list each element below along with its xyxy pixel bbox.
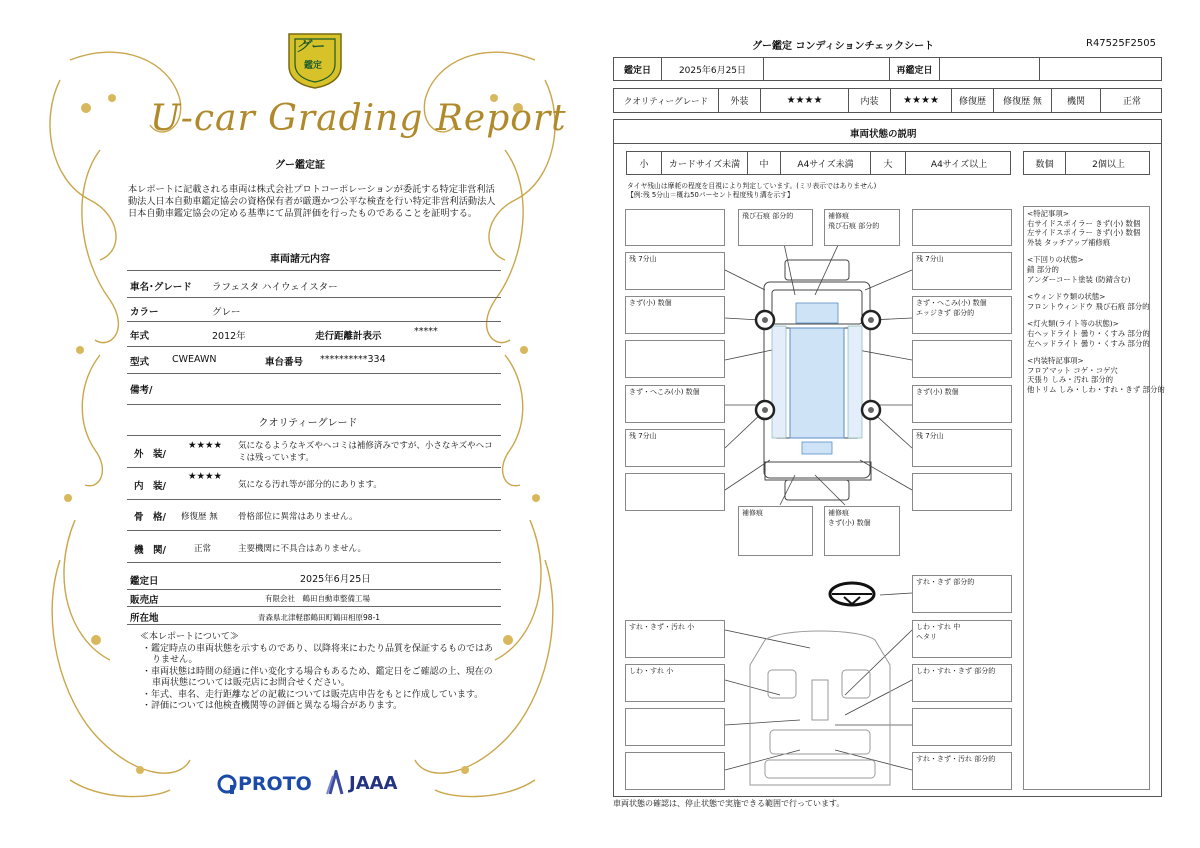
ext-stars: ★★★★	[761, 89, 849, 112]
damage-text: きず・へこみ(小) 数個	[916, 299, 987, 307]
serial-number: R47525F2505	[1086, 38, 1156, 49]
legend-small: 小	[627, 152, 662, 174]
annotation-line: 天張り しみ・汚れ 部分的	[1027, 375, 1113, 385]
shop-label: 販売店	[130, 595, 159, 606]
tire-note: タイヤ残山は摩耗の程度を目視により判定しています。(ミリ表示ではありません)	[627, 182, 877, 190]
divider	[127, 404, 501, 405]
frame-text: 骨格部位に異常はありません。	[238, 512, 358, 522]
interior-text: 気になる汚れ等が部分的にあります。	[238, 480, 382, 490]
engine-text: 主要機関に不具合はありません。	[238, 544, 367, 554]
divider	[127, 530, 501, 531]
interior-text: しわ・すれ・きず 部分的	[916, 667, 996, 675]
interior-text: ヘタリ	[916, 633, 937, 641]
empty-cell	[764, 58, 890, 80]
engine-value: 正常	[194, 544, 212, 554]
exterior-stars: ★★★★	[188, 440, 223, 451]
color-label: カラー	[130, 307, 159, 318]
model-value: CWEAWN	[172, 354, 217, 365]
damage-box-right-mid	[912, 340, 1012, 378]
interior-box-right-3	[912, 708, 1012, 746]
divider	[127, 499, 501, 500]
interior-stars: ★★★★	[188, 471, 223, 482]
proto-logo-icon	[216, 773, 238, 795]
badge-top-text: グー	[296, 39, 324, 55]
legend-large: 大	[871, 152, 906, 174]
interior-box-right-4	[912, 752, 1012, 790]
note-item: ・車両状態は時間の経過に伴い変化する場合もあるため、鑑定日をご確認の上、現在の車両状態については販売店にお問合せください。	[142, 666, 493, 688]
damage-text: きず・へこみ(小) 数個	[629, 388, 700, 396]
damage-box-bottom-center-1	[738, 506, 813, 556]
divider	[127, 606, 501, 607]
tire-box-rear-right	[912, 429, 1012, 467]
address-value: 青森県北津軽郡鶴田町鶴田相原98-1	[258, 613, 381, 622]
year-label: 年式	[130, 331, 150, 342]
damage-text: 補修痕	[828, 212, 849, 220]
annotation-group	[1027, 319, 1165, 348]
annotation-line: 右サイドスポイラー きず(小) 数個	[1027, 218, 1141, 228]
empty-cell	[1040, 58, 1163, 80]
interior-label: 内 装/	[134, 481, 166, 492]
engine-value: 正常	[1122, 97, 1141, 107]
annotation-group	[1027, 209, 1165, 247]
annotation-head: <灯火類(ライト等の状態)>	[1027, 319, 1119, 329]
repair-label: 修復歴	[952, 89, 994, 112]
interior-text: すれ・きず 部分的	[916, 578, 975, 586]
address-label: 所在地	[130, 613, 159, 624]
annotation-line: フロアマット コゲ・コゲ穴	[1027, 365, 1118, 375]
interior-box-left-3	[625, 708, 725, 746]
annotation-group	[1027, 292, 1165, 311]
remarks-label: 備考/	[130, 385, 153, 396]
jaaa-logo-icon	[326, 770, 346, 796]
damage-box-bottom-center-2	[824, 506, 900, 556]
legend-mid: 中	[748, 152, 781, 174]
damage-box-top-center-2	[824, 209, 900, 246]
shop-value: 有限会社 鶴田自動車整備工場	[265, 594, 370, 603]
car-name-label: 車名･グレード	[130, 282, 192, 293]
tire-text: 残 7分山	[629, 432, 657, 440]
annotation-group	[1027, 255, 1165, 284]
divider	[613, 143, 1162, 144]
damage-box-left-mid	[625, 340, 725, 378]
ext-label: 外装	[719, 89, 761, 112]
annotation-group	[1027, 356, 1165, 394]
interior-box-steering	[912, 575, 1012, 613]
tire-text: 残 7分山	[629, 255, 657, 263]
note-item: ・鑑定時点の車両状態を示すものであり、以降将来にわたり品質を保証するものではありません。	[142, 643, 494, 665]
sheet-footer: 車両状態の確認は、停止状態で実施できる範囲で行っています。	[613, 799, 845, 808]
frame-label: 骨 格/	[134, 512, 166, 523]
model-label: 型式	[130, 357, 150, 368]
count-legend	[1023, 151, 1150, 175]
annotation-line: 左ヘッドライト 曇り・くすみ 部分的	[1027, 338, 1150, 348]
year-value: 2012年	[212, 331, 246, 342]
annotation-line: 錆 部分的	[1027, 264, 1059, 274]
date-value: 2025年6月25日	[662, 58, 764, 80]
note-item: ・評価については他検査機関等の評価と異なる場合があります。	[142, 701, 403, 711]
divider	[127, 297, 501, 298]
annotation-line: 左サイドスポイラー きず(小) 数個	[1027, 228, 1141, 238]
jaaa-logo-text: JAAA	[349, 773, 398, 794]
size-legend	[626, 151, 1011, 175]
damage-text: 飛び石痕 部分的	[742, 212, 794, 220]
divider	[127, 346, 501, 347]
interior-text: しわ・すれ 中	[916, 623, 961, 631]
exterior-label: 外 装/	[134, 449, 166, 460]
exterior-text: 気になるようなキズやヘコミは補修済みですが、小さなキズやヘコミは残っています。	[238, 441, 493, 463]
tire-text: 残 7分山	[916, 255, 944, 263]
divider	[127, 435, 501, 436]
annotation-line: 外装 タッチアップ補修痕	[1027, 237, 1111, 247]
tire-box-front-right	[912, 252, 1012, 290]
interior-text: しわ・すれ 小	[629, 667, 674, 675]
damage-text: きず(小) 数個	[629, 299, 672, 307]
chassis-value: **********334	[320, 354, 386, 365]
legend-count-desc: 2個以上	[1092, 159, 1125, 170]
tire-text: 残 7分山	[916, 432, 944, 440]
annotation-line: フロントウィンドウ 飛び石痕 部分的	[1027, 301, 1150, 311]
int-label: 内装	[849, 89, 891, 112]
interior-box-right-2	[912, 664, 1012, 702]
legend-large-desc: A4サイズ以上	[930, 159, 988, 170]
legend-mid-desc: A4サイズ未満	[781, 152, 871, 174]
engine-label: 機 関/	[134, 545, 166, 556]
mileage-label: 走行距離計表示	[315, 331, 382, 342]
damage-box-right-rear	[912, 385, 1012, 423]
redate-value	[940, 58, 1040, 80]
color-value: グレー	[212, 307, 241, 318]
date-label: 鑑定日	[130, 576, 159, 587]
date-value: 2025年6月25日	[300, 574, 371, 585]
grade-row	[613, 88, 1162, 113]
certificate-intro: 本レポートに記載される車両は株式会社プロトコーポレーションが委託する特定非営利活動法人日本自動車鑑定協会の資格保有者が厳選かつ公平な検査を行い特定非営利活動法人日本自動車鑑定協会の定める基準にて品質評価を行ったものであることを証明する。	[128, 184, 496, 219]
divider	[127, 467, 501, 468]
legend-small-desc: カードサイズ未満	[662, 152, 748, 174]
annotation-line: 右ヘッドライト 曇り・くすみ 部分的	[1027, 328, 1150, 338]
frame-value: 修復歴 無	[181, 512, 218, 522]
redate-label: 再鑑定日	[890, 58, 940, 80]
chassis-label: 車台番号	[265, 357, 304, 368]
damage-text: きず(小) 数個	[828, 519, 871, 527]
certificate-heading: グー鑑定証	[275, 160, 325, 171]
badge-bottom-text: 鑑定	[304, 61, 323, 71]
interior-box-left-2	[625, 664, 725, 702]
divider	[127, 373, 501, 374]
proto-logo-text: PROTO	[238, 773, 312, 795]
tire-box-front-left	[625, 252, 725, 290]
tire-note-example: 【例:残 5分山＝概ね50パーセント程度残り溝を示す】	[627, 191, 794, 199]
annotations	[1027, 209, 1165, 403]
grade-label: クオリティーグレード	[614, 89, 719, 112]
interior-box-left-4	[625, 752, 725, 790]
damage-box-left-bottom	[625, 473, 725, 511]
damage-box-left-front	[625, 296, 725, 334]
interior-text: すれ・きず・汚れ 小	[629, 623, 695, 631]
notes-heading: ≪本レポートについて≫	[140, 632, 239, 642]
spec-heading: 車両諸元内容	[270, 254, 330, 265]
engine-label: 機関	[1052, 89, 1101, 112]
divider	[127, 270, 501, 271]
interior-text: すれ・きず・汚れ 部分的	[916, 755, 996, 763]
quality-heading: クオリティーグレード	[258, 418, 358, 429]
damage-box-top-center-1	[738, 209, 813, 246]
annotation-head: <特記事項>	[1027, 209, 1069, 218]
annotation-line: アンダーコート塗装 (防錆含む)	[1027, 274, 1131, 284]
int-stars: ★★★★	[891, 89, 952, 112]
annotation-head: <下回りの状態>	[1027, 255, 1084, 265]
annotation-line: 他トリム しみ・しわ・すれ・きず 部分的	[1027, 384, 1165, 394]
damage-text: 補修痕	[828, 509, 849, 517]
annotation-head: <ウィンドウ類の状態>	[1027, 292, 1106, 302]
interior-box-right-1	[912, 620, 1012, 658]
damage-text: 飛び石痕 部分的	[828, 222, 880, 230]
divider	[127, 562, 501, 563]
annotation-head: <内装特記事項>	[1027, 356, 1084, 366]
report-title: U-car Grading Report	[150, 98, 567, 139]
damage-text: 補修痕	[742, 509, 763, 517]
mileage-value: *****	[414, 326, 438, 337]
note-item: ・年式、車名、走行距離などの記載については販売店申告をもとに作成しています。	[142, 689, 484, 700]
report-notes	[140, 632, 500, 713]
damage-box-left-rear	[625, 385, 725, 423]
divider	[127, 589, 501, 590]
sheet-title: グー鑑定 コンディションチェックシート	[752, 41, 935, 52]
repair-value: 修復歴 無	[994, 89, 1052, 112]
divider	[127, 321, 501, 322]
damage-text: きず(小) 数個	[916, 388, 959, 396]
date-row	[613, 57, 1162, 81]
damage-text: エッジきず 部分的	[916, 309, 975, 317]
damage-box-right-front	[912, 296, 1012, 334]
tire-box-rear-left	[625, 429, 725, 467]
damage-box-right-bottom	[912, 473, 1012, 511]
damage-box-top-left	[625, 209, 725, 246]
legend-count: 数個	[1024, 152, 1066, 174]
damage-box-top-right	[912, 209, 1012, 246]
interior-box-left-1	[625, 620, 725, 658]
date-label: 鑑定日	[614, 58, 662, 80]
divider	[127, 624, 501, 625]
section-title: 車両状態の説明	[850, 129, 917, 140]
car-name-value: ラフェスタ ハイウェイスター	[212, 282, 338, 293]
